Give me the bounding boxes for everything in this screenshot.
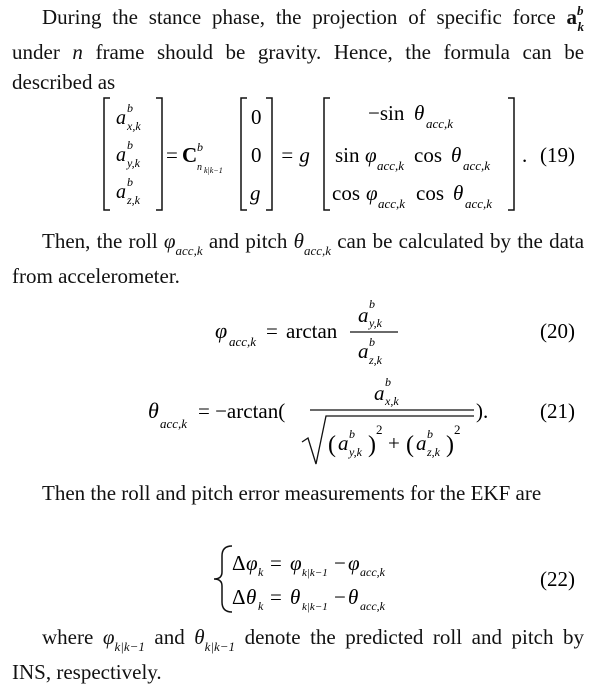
svg-text:b: b [197,140,203,154]
svg-text:φ: φ [348,551,360,575]
svg-text:−: − [334,585,346,609]
paragraph-4-text-a: where [42,625,94,649]
svg-text:acc,k: acc,k [463,158,491,173]
eq19-g-vector: g [250,181,261,205]
svg-text:(: ( [406,432,414,458]
equation-22 [0,542,602,616]
svg-text:b: b [127,101,133,115]
svg-text:k: k [258,599,264,613]
svg-text:φ: φ [215,318,228,343]
svg-text:): ) [368,432,376,458]
svg-text:y,k: y,k [127,156,140,170]
paragraph-1-text-b: under [12,39,60,64]
svg-text:a: a [416,431,427,455]
svg-text:): ) [446,432,454,458]
paragraph-4-text-c: denote the predicted roll and pitch by INS, respectively. [12,625,585,684]
svg-text:+: + [388,431,400,455]
eq21-close-paren: ). [476,399,489,423]
equation-20-number: (20) [540,319,575,343]
svg-text:x,k: x,k [127,119,141,133]
svg-text:a: a [374,381,385,405]
paragraph-2-text-c: can be calculated by the data from accelerometer. [12,229,585,288]
svg-text:2: 2 [454,422,461,437]
svg-text:acc,k: acc,k [378,196,406,211]
eq19-cos-3: cos [416,181,444,205]
svg-text:a: a [116,181,126,203]
svg-text:φ: φ [366,181,378,205]
paragraph-4-text-b: and [154,625,185,649]
svg-text:acc,k: acc,k [426,116,454,131]
svg-text:a: a [116,107,126,129]
paragraph-1 [12,2,584,98]
svg-text:x,k: x,k [385,394,399,408]
svg-text:acc,k: acc,k [229,334,257,349]
svg-text:θ: θ [246,585,257,609]
svg-text:y,k: y,k [349,445,362,459]
eq19-minus-sin: −sin [368,101,405,125]
svg-text:acc,k: acc,k [465,196,493,211]
predicted-roll-symbol: $\varphi_{k|k-1}$ [102,625,145,654]
paragraph-3 [12,478,584,508]
equation-19-number: (19) [540,143,575,167]
specific-force-symbol: $a^b_k$ [566,3,584,34]
svg-text:b: b [369,297,375,311]
svg-text:−: − [334,551,346,575]
svg-text:2: 2 [376,422,383,437]
svg-text:=: = [270,551,282,575]
svg-text:θ: θ [290,585,301,609]
svg-text:b: b [385,375,391,389]
svg-text:acc,k: acc,k [377,158,405,173]
svg-text:a: a [116,144,126,166]
svg-text:a: a [358,303,369,327]
eq21-neg-arctan: = −arctan( [198,399,286,423]
svg-text:y,k: y,k [369,316,382,330]
equation-19 [0,96,602,214]
paragraph-2-text-a: Then, the roll [42,229,158,253]
svg-text:z,k: z,k [427,445,440,459]
svg-text:k|k−1: k|k−1 [302,601,328,613]
eq19-dot: . [522,143,528,167]
paragraph-2 [12,226,584,291]
eq20-arctan: arctan [286,319,338,343]
paragraph-2-text-b: and pitch [208,229,288,253]
svg-text:φ: φ [290,551,302,575]
equation-22-graphic [0,542,602,616]
svg-text:Δ: Δ [232,585,246,609]
equation-19-graphic [0,96,602,214]
svg-text:=: = [266,319,278,343]
svg-text:k: k [258,565,264,579]
equation-21-graphic [0,372,602,472]
svg-text:n: n [197,162,202,173]
equation-20 [0,294,602,370]
svg-text:θ: θ [414,101,425,125]
eq19-cos-1: cos [414,143,442,167]
svg-text:(: ( [328,432,336,458]
svg-text:b: b [349,427,355,441]
svg-text:acc,k: acc,k [160,416,188,431]
svg-text:Δ: Δ [232,551,246,575]
paragraph-4 [12,622,584,687]
svg-text:a: a [358,339,369,363]
svg-text:=: = [270,585,282,609]
equation-22-number: (22) [540,567,575,591]
svg-text:b: b [127,138,133,152]
svg-text:acc,k: acc,k [360,565,385,579]
svg-text:b: b [369,335,375,349]
paragraph-1-text-a: During the stance phase, the projection of specific force [42,5,556,29]
svg-text:acc,k: acc,k [360,599,385,613]
paragraph-3-text: Then the roll and pitch error measurements for the EKF are [42,481,542,505]
svg-text:=: = [166,143,178,167]
svg-text:φ: φ [365,143,377,167]
equation-21 [0,372,602,472]
svg-text:b: b [427,427,433,441]
svg-text:θ: θ [348,585,359,609]
svg-text:θ: θ [148,398,159,423]
svg-text:b: b [127,175,133,189]
svg-text:θ: θ [451,143,462,167]
svg-text:θ: θ [453,181,464,205]
eq19-sin: sin [335,143,360,167]
eq19-eq-g: = g [280,143,310,167]
svg-text:φ: φ [246,551,258,575]
eq19-zero-2: 0 [251,143,262,167]
equation-20-graphic [0,294,602,370]
eq19-zero-1: 0 [251,105,262,129]
paragraph-1-text-c: frame should be gravity. Hence, the formula can be described as [12,39,585,95]
roll-symbol: $\varphi_{acc,k}$ [163,229,203,258]
svg-text:z,k: z,k [369,353,382,367]
equation-21-number: (21) [540,399,575,423]
svg-text:k|k−1: k|k−1 [204,166,223,175]
svg-text:C: C [182,143,198,167]
n-frame-symbol: n [72,39,83,64]
eq19-cos-2: cos [332,181,360,205]
pitch-symbol: $\theta_{acc,k}$ [293,229,331,258]
predicted-pitch-symbol: $\theta_{k|k-1}$ [194,625,236,654]
svg-text:z,k: z,k [127,193,140,207]
svg-text:k|k−1: k|k−1 [302,567,328,579]
svg-text:a: a [338,431,349,455]
